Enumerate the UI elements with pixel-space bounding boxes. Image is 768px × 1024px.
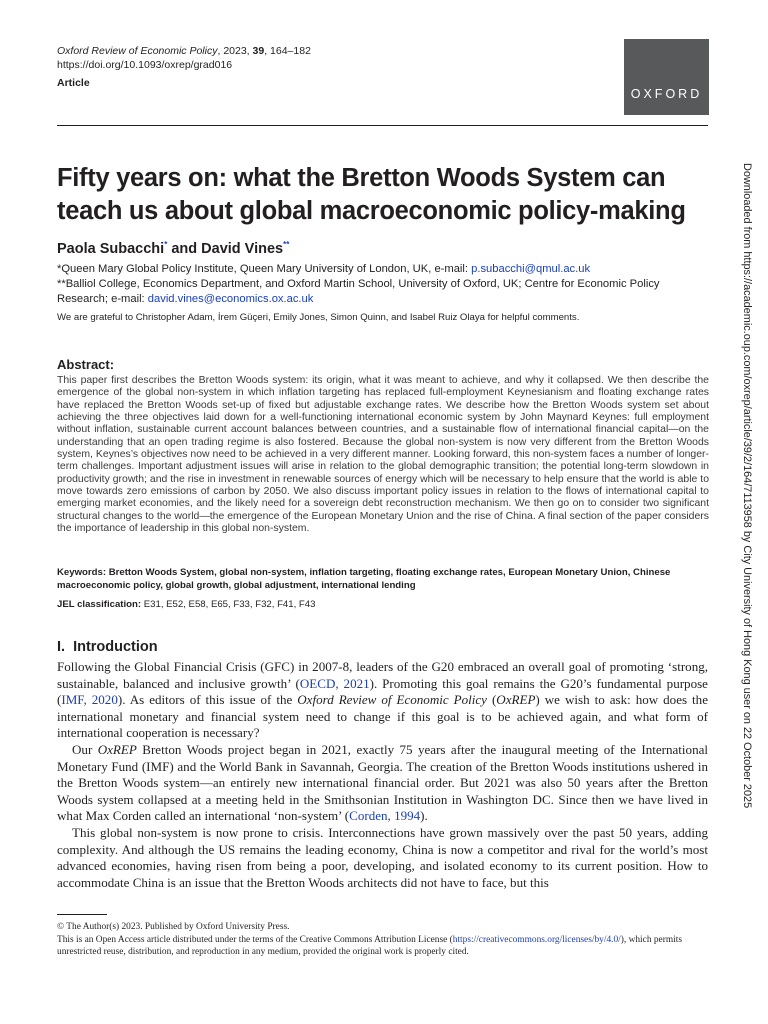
citation-volume: 39 — [252, 45, 265, 57]
license-footer — [57, 921, 708, 959]
citation-year: , 2023, — [217, 45, 253, 57]
journal-abbr: OxREP — [496, 692, 536, 708]
author-footnote-link[interactable]: ** — [283, 240, 290, 249]
oxford-logo — [624, 39, 709, 115]
affiliation-text: *Queen Mary Global Policy Institute, Queen Mary University of London, UK, e-mail: — [57, 263, 472, 275]
citation-link[interactable]: OECD, 2021 — [299, 675, 370, 691]
license-notice — [57, 934, 708, 959]
email-link[interactable]: david.vines@economics.ox.ac.uk — [147, 292, 314, 305]
paragraph: This global non-system is now prone to crisis. Interconnections have grown massively over the past 50 years, adding complexity. And although the US remains the leading economy, China is now a competitor and rival for the world’s most advanced economies, having risen from being a poor, developing, and isolated economy to its current position. How to accommodate China is an issue that the Bretton Woods architects did not have to face, but this — [57, 824, 708, 890]
journal-abbr: OxREP — [97, 741, 137, 757]
author-footnote-link[interactable]: * — [164, 240, 168, 249]
email-link[interactable]: p.subacchi@qmul.ac.uk — [471, 263, 591, 275]
text-run: ). — [420, 808, 428, 824]
text-run: ( — [486, 692, 497, 708]
copyright-notice: © The Author(s) 2023. Published by Oxford University Press. — [57, 922, 290, 932]
citation-link[interactable]: Corden, 1994 — [349, 808, 421, 824]
author-list — [57, 236, 289, 258]
article-type: Article — [57, 77, 90, 89]
abstract-text: This paper first describes the Bretton Woods system: its origin, what it was meant to achieve, and why it collapsed. We then describe the emergence of the global non-system in which inflation targeting has replaced full-employment Keynesianism and floating exchange rates have replaced the Bretton Woods set-up of fixed but adjustable exchange rates. We describe how the Bretton Woods system set about achieving the three objectives laid down for a well-functioning international economic system by John Maynard Keynes: full employment without inflation, sustainable current account balances between countries, and a sustainable flow of international financial capital—on the understanding that an open trading regime is also fostered. Because the global non-system is now very different from the Bretton Woods system, Keynes’s objectives now need to be achieved in a very different manner. Looking forward, this non-system faces a number of longer-term challenges. Important adjustment issues will arise in relation to the global demographic transition; the potential long-term slowdown in productivity growth; and the rise in investment in renewable sources of energy which will be necessary to help ensure that the world is able to move towards zero emissions of carbon by 2050. We also discuss important policy issues in relation to the flows of international capital to emerging market economies, and the likely need for a sovereign debt reconstruction mechanism. We then go on to consider two significant structural changes to the world—the emergence of the European Monetary Union and the rise of China. A final section of the paper considers the importance of leadership in this global non-system. — [57, 375, 709, 535]
keywords: Keywords: Bretton Woods System, global non-system, inflation targeting, floating exchange rates, European Monetary Union, Chinese macroeconomic policy, global growth, global adjustment, international lending — [57, 567, 671, 591]
license-link[interactable]: https://creativecommons.org/licenses/by/4.0/ — [452, 934, 621, 945]
section-number: I. — [57, 639, 66, 655]
acknowledgements: We are grateful to Christopher Adam, İrem Güçeri, Emily Jones, Simon Quinn, and Isabel Ruiz Olaya for helpful comments. — [57, 312, 580, 323]
affiliation — [57, 262, 709, 277]
text-run: Our — [72, 741, 98, 757]
text-run: ), which permits unrestricted reuse, distribution, and reproduction in any medium, provided the original work is properly cited. — [57, 934, 682, 957]
text-run: ). Promoting this goal remains the G20’s fundamental purpose ( — [57, 675, 708, 708]
jel-label: JEL classification: — [57, 599, 142, 610]
citation-pages: , 164–182 — [264, 45, 311, 57]
footer-divider — [57, 914, 107, 915]
jel-classification — [57, 599, 315, 611]
oxford-logo-text: OXFORD — [630, 87, 703, 101]
doi-link[interactable]: https://doi.org/10.1093/oxrep/grad016 — [57, 59, 233, 71]
text-run: Bretton Woods project began in 2021, exactly 75 years after the inaugural meeting of the International Monetary Fund (IMF) and the World Bank in Savannah, Georgia. The creation of the Bretton Woods institutions ushered in the Bretton Woods system—an entirely new international financial order. But 2021 was also 50 years after the Bretton Woods system collapsed at a meeting held in the Smithsonian Institution in Washington DC. Since then we have lived in what Max Corden called an international ‘non-system’ ( — [57, 741, 709, 824]
article-title: Fifty years on: what the Bretton Woods System can teach us about global macroeconomic policy-making — [57, 164, 686, 225]
affiliation-text: **Balliol College, Economics Department, and Oxford Martin School, University of Oxford, UK; Centre for Economic Policy Research; e-mail: — [57, 278, 660, 305]
section-title: Introduction — [73, 639, 158, 655]
journal-citation — [57, 45, 311, 58]
text-run: ) we wish to ask: how does the international monetary and financial system need to change if this goal is to be achieved again, and what form of international cooperation is necessary? — [57, 692, 708, 741]
abstract-heading: Abstract: — [57, 357, 115, 372]
affiliation — [57, 277, 709, 306]
author-connector: and — [167, 240, 202, 257]
text-run: This is an Open Access article distributed under the terms of the Creative Commons Attribution License ( — [57, 934, 453, 945]
jel-codes: E31, E52, E58, E65, F33, F32, F41, F43 — [141, 599, 316, 610]
author-name: Paola Subacchi — [57, 240, 165, 257]
paragraph — [57, 742, 708, 825]
journal-name: Oxford Review of Economic Policy — [57, 45, 218, 57]
download-watermark: Downloaded from https://academic.oup.com/oxrep/article/39/2/164/7113958 by City University of Hong Kong user on 22 October 2025 — [741, 163, 753, 809]
citation-link[interactable]: IMF, 2020 — [61, 692, 118, 708]
author-name: David Vines — [201, 240, 284, 257]
header-divider — [57, 125, 708, 126]
text-run: ). As editors of this issue of the — [117, 692, 298, 708]
paragraph — [57, 659, 708, 742]
section-heading — [57, 638, 158, 656]
body-text — [57, 659, 708, 891]
journal-title: Oxford Review of Economic Policy — [297, 692, 487, 708]
text-run: Following the Global Financial Crisis (GFC) in 2007-8, leaders of the G20 embraced an overall goal of promoting ‘strong, sustainable, balanced and inclusive growth’ ( — [57, 659, 708, 691]
